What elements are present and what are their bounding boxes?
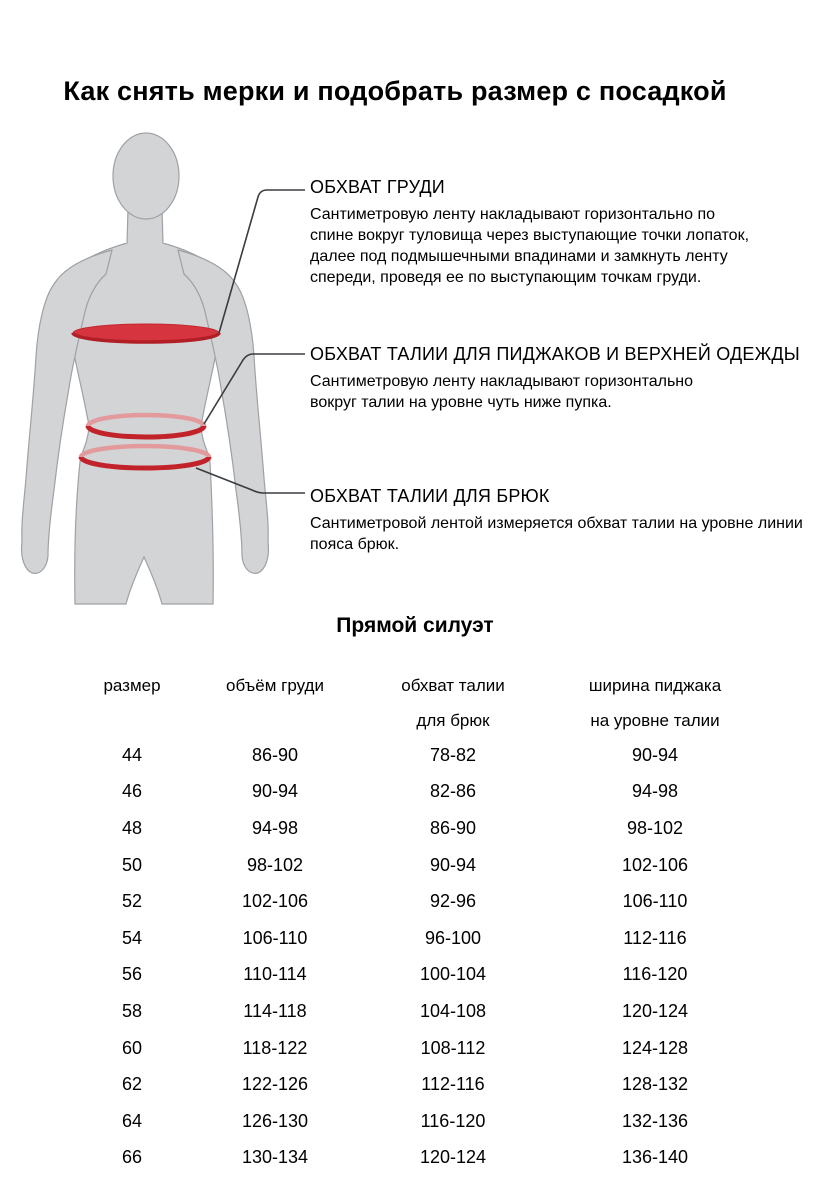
table-cell: 90-94	[631, 744, 679, 765]
table-cell: 60	[121, 1037, 143, 1058]
callout-description: Сантиметровую ленту накладывают горизонтально вокруг талии на уровне чуть ниже пупка.	[310, 373, 694, 411]
table-row	[65, 993, 755, 1030]
table-column-header: объём груди	[226, 676, 324, 695]
table-cell: 78-82	[429, 744, 477, 765]
callout-heading: ОБХВАТ ТАЛИИ ДЛЯ ПИДЖАКОВ И ВЕРХНЕЙ ОДЕЖДЫ	[310, 344, 800, 364]
table-row	[65, 774, 755, 811]
table-cell: 114-118	[243, 1000, 307, 1021]
table-cell: 64	[121, 1110, 143, 1131]
table-cell: 110-114	[243, 964, 307, 985]
table-cell: 92-96	[429, 891, 477, 912]
table-cell: 120-124	[621, 1000, 689, 1021]
table-row	[65, 1066, 755, 1103]
table-cell: 120-124	[419, 1147, 487, 1168]
table-cell: 108-112	[420, 1037, 486, 1058]
table-cell: 112-116	[623, 927, 687, 948]
table-cell: 66	[121, 1147, 143, 1168]
table-row	[65, 1103, 755, 1140]
table-cell: 96-100	[424, 927, 482, 948]
male-silhouette-measurement-figure	[15, 132, 305, 608]
callout-heading: ОБХВАТ ТАЛИИ ДЛЯ БРЮК	[310, 486, 550, 506]
table-cell: 112-116	[421, 1074, 485, 1095]
table-cell: 54	[121, 927, 143, 948]
table-cell: 128-132	[621, 1074, 689, 1095]
chest-tape-icon	[73, 324, 219, 342]
table-cell: 62	[121, 1074, 143, 1095]
measurement-callout-waist-trousers	[310, 486, 805, 555]
table-cell: 82-86	[429, 781, 477, 802]
table-row	[65, 1030, 755, 1067]
table-cell: 100-104	[419, 964, 487, 985]
table-row	[65, 810, 755, 847]
callout-heading: ОБХВАТ ГРУДИ	[310, 177, 445, 197]
table-cell: 46	[121, 781, 143, 802]
table-cell: 44	[121, 744, 143, 765]
table-cell: 94-98	[251, 817, 299, 838]
table-column-header: ширина пиджака на уровне талии	[588, 676, 722, 730]
table-row	[65, 883, 755, 920]
table-cell: 102-106	[621, 854, 689, 875]
measurement-callout-chest	[310, 177, 755, 288]
callout-description: Сантиметровой лентой измеряется обхват талии на уровне линии пояса брюк.	[310, 515, 803, 553]
table-cell: 52	[121, 891, 143, 912]
table-cell: 56	[121, 964, 143, 985]
table-row	[65, 957, 755, 994]
table-cell: 90-94	[429, 854, 477, 875]
table-cell: 124-128	[621, 1037, 689, 1058]
callout-description: Сантиметровую ленту накладывают горизонтально по спине вокруг туловища через выступающие точки лопаток, далее под подмышечными впадинами и замкнуть ленту спереди, проведя ее по выступающим точкам груди.	[310, 206, 750, 286]
table-cell: 130-134	[241, 1147, 309, 1168]
table-column-header: размер	[103, 676, 161, 695]
table-cell: 98-102	[626, 817, 684, 838]
table-cell: 118-122	[242, 1037, 308, 1058]
table-cell: 94-98	[631, 781, 679, 802]
table-cell: 106-110	[242, 927, 308, 948]
table-cell: 50	[121, 854, 143, 875]
table-cell: 48	[121, 817, 143, 838]
table-cell: 116-120	[420, 1110, 486, 1131]
table-cell: 132-136	[621, 1110, 689, 1131]
silhouette-head	[113, 133, 179, 219]
table-row	[65, 920, 755, 957]
table-cell: 86-90	[429, 817, 477, 838]
table-cell: 116-120	[622, 964, 688, 985]
table-cell: 122-126	[241, 1074, 309, 1095]
table-cell: 136-140	[621, 1147, 689, 1168]
page-title: Как снять мерки и подобрать размер с посадкой	[63, 76, 727, 106]
table-cell: 90-94	[251, 781, 299, 802]
table-row	[65, 847, 755, 884]
table-row	[65, 737, 755, 774]
table-cell: 102-106	[241, 891, 309, 912]
table-cell: 98-102	[246, 854, 304, 875]
size-table-header	[65, 668, 755, 738]
table-row	[65, 1140, 755, 1177]
measurement-callout-waist-jackets	[310, 344, 810, 413]
table-column-header: обхват талии для брюк	[401, 676, 505, 730]
size-table-title: Прямой силуэт	[336, 614, 494, 637]
table-cell: 106-110	[622, 891, 688, 912]
table-cell: 126-130	[241, 1110, 309, 1131]
table-cell: 86-90	[251, 744, 299, 765]
table-cell: 104-108	[419, 1000, 487, 1021]
table-cell: 58	[121, 1000, 143, 1021]
size-table-body	[65, 737, 755, 1176]
